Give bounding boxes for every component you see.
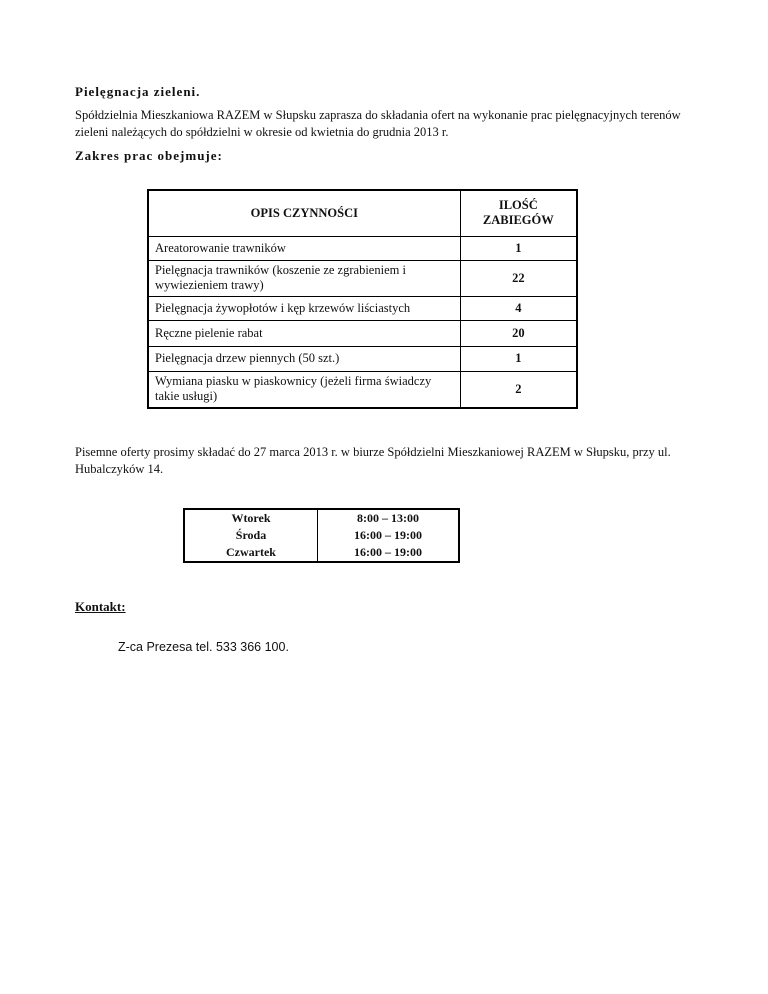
service-quantity: 20 <box>460 320 577 346</box>
contact-label: Kontakt: <box>75 599 126 614</box>
service-quantity: 2 <box>460 371 577 408</box>
service-description: Pielęgnacja trawników (koszenie ze zgrabieniem i wywiezieniem trawy) <box>148 260 460 296</box>
column-header-description: OPIS CZYNNOŚCI <box>148 190 460 236</box>
scope-heading: Zakres prac obejmuje: <box>75 148 223 163</box>
services-table <box>147 189 578 409</box>
office-hours: 16:00 – 19:00 <box>354 545 422 559</box>
intro-paragraph: Spółdzielnia Mieszkaniowa RAZEM w Słupsku zaprasza do składania ofert na wykonanie prac pielęgnacyjnych terenów zieleni należących do spółdzielni w okresie od kwietnia do grudnia 2013 r. <box>75 108 681 139</box>
service-description: Wymiana piasku w piaskownicy (jeżeli firma świadczy takie usługi) <box>148 371 460 408</box>
document-title: Pielęgnacja zieleni. <box>75 84 201 99</box>
table-row <box>184 544 459 562</box>
table-row <box>148 296 577 320</box>
office-day: Wtorek <box>184 509 318 527</box>
office-day: Środa <box>184 527 318 544</box>
services-table-header-row <box>148 190 577 236</box>
office-hours: 16:00 – 19:00 <box>354 528 422 542</box>
contact-phone-text: Z-ca Prezesa tel. 533 366 100. <box>118 640 289 654</box>
office-day: Czwartek <box>184 544 318 562</box>
table-row <box>184 527 459 544</box>
service-quantity: 1 <box>460 236 577 260</box>
table-row <box>148 236 577 260</box>
service-description: Areatorowanie trawników <box>148 236 460 260</box>
service-description: Pielęgnacja drzew piennych (50 szt.) <box>148 346 460 371</box>
office-hours: 8:00 – 13:00 <box>357 511 419 525</box>
service-description: Ręczne pielenie rabat <box>148 320 460 346</box>
table-row <box>148 260 577 296</box>
office-hours-table <box>183 508 460 563</box>
closing-paragraph: Pisemne oferty prosimy składać do 27 marca 2013 r. w biurze Spółdzielni Mieszkaniowej RAZEM w Słupsku, przy ul. Hubalczyków 14. <box>75 445 671 476</box>
service-quantity: 22 <box>460 260 577 296</box>
service-quantity: 1 <box>460 346 577 371</box>
table-row <box>148 346 577 371</box>
table-row <box>148 320 577 346</box>
service-description: Pielęgnacja żywopłotów i kęp krzewów liściastych <box>148 296 460 320</box>
table-row <box>184 509 459 527</box>
table-row <box>148 371 577 408</box>
service-quantity: 4 <box>460 296 577 320</box>
column-header-quantity: ILOŚĆ ZABIEGÓW <box>460 190 577 236</box>
